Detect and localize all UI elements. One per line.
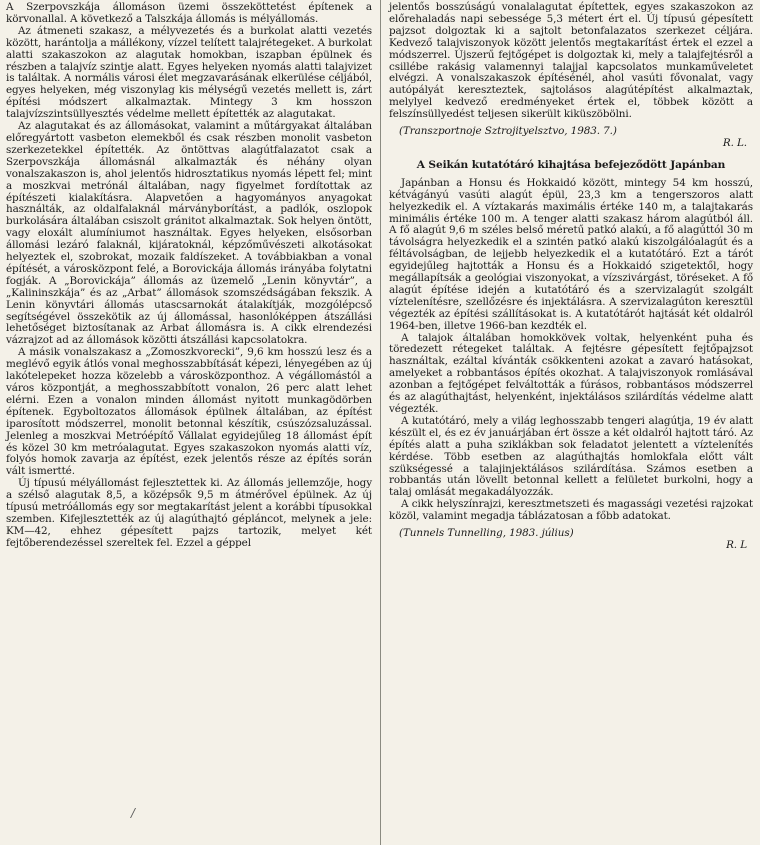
left-column — [6, 2, 372, 550]
article-title: A Seikán kutatótáró kihajtása befejeződött Japánban — [416, 158, 726, 171]
left-paragraph-3: Az alagutakat és az állomásokat, valamint a műtárgyakat általában előregyártott vasbeton elemekből és csak részben monolit vasbeton szerkezetekkel építették. Az öntöttvas alagútfalazatot csak a Szerpovszkája állomásnál alkalmazták és néhány olyan vonalszakaszon is, ahol jelentős hidrosztatikus nyomás lépett fel; mint a moszkvai metrónál általában, nagy figyelmet fordítottak az építészeti kialakításra. Alapvetően a hagyományos anyagokat használták, az oldalfalaknál márványborítást, a padlók, oszlopok burkolására általában csiszolt gránitot alkalmaztak. Sok helyen öntött, vagy eloxált alumíniumot használtak. Egyes helyeken, elsősorban állomási lezáró falaknál, kijáratoknál, képzőművészeti alkotásokat helyeztek el, szobrokat, mozaik faldíszeket. A továbbiakban a vonal építését, a városközpont felé, a Borovickája állomás irányába folytatni fogják. A „Borovickája” állomás az üzemelő „Lenin könyvtár”, a „Kalininszkája” és az „Arbat” állomások szomszédságában fekszik. A Lenin könyvtári állomás utascsarnokát átalakítják, mozgólépcső segítségével összekötik az új állomással, hasonlóképpen átszállási lehetőséget biztosítanak az Arbat állomásra is. A cikk elrendezési vázrajzot ad az állomások közötti átszállási kapcsolatokra. — [6, 120, 372, 347]
left-paragraph-4: A másik vonalszakasz a „Zomoszkvorecki”, 9,6 km hosszú lesz és a meglévő egyik átlós vonal meghosszabbítását képezi, lényegében az új lakótelepeket hozza közelebb a városközponthoz. A végállomástól a város központját, a meghosszabbított vonalon, 26 perc alatt lehet elérni. Ezen a vonalon minden állomást nyitott munkagödörben építenek. Egyboltozatos állomások épülnek általában, az építést iparosított módszerrel, monolit betonnal készítik, csúszózsaluzással. Jelenleg a moszkvai Metróépítő Vállalat egyidejűleg 18 állomást épít és közel 30 km metróalagutat. Egyes szakaszokon nyomás alatti víz, folyós homok zavarja az építést, ezek jelentős része az építés során vált ismertté. — [6, 346, 372, 478]
citation-1: (Transzportnoje Sztrojityelsztvo, 1983. 7.) — [399, 125, 617, 138]
signature-2: R. L — [726, 538, 747, 551]
right-paragraph-5: A cikk helyszínrajzi, keresztmetszeti és magassági vezetési rajzokat közöl, valamint megadja táblázatosan a főbb adatokat. — [389, 498, 753, 523]
right-paragraph-1: jelentős bosszúságú vonalalagutat építettek, egyes szakaszokon az előrehaladás napi sebessége 5,3 métert ért el. Új típusú gépesített pajzsot dolgoztak ki a sajtolt betonfalazatos szerkezet céljára. Kedvező talajviszonyok között jelentős megtakarítást értek el ezzel a módszerrel. Újszerű fejtőgépet is dolgoztak ki, mely a talajfejtésről a csillébe rakásig valamennyi talajjal kapcsolatos munkaműveletet elvégzi. A vonalszakaszok építésénél, ahol vasúti fővonalat, vagy autópályát kereszteztek, sajtolásos alagútépítést alkalmaztak, melylyel kedvező eredményeket értek el, többek között a felszínsüllyedést teljesen sikerült kiküszöbölni. — [389, 1, 753, 121]
left-paragraph-1: A Szerpovszkája állomáson üzemi összeköttetést építenek a körvonallal. A következő a Talszkája állomás is mélyállomás. — [6, 1, 372, 25]
stray-mark: / — [131, 806, 136, 820]
right-paragraph-4: A kutatótáró, mely a világ leghosszabb tengeri alagútja, 19 év alatt készült el, és ez év januárjában ért össze a két oldalról hajtott táró. Az építés alatt a puha sziklákban sok feladatot jelentett a víztelenítés kérdése. Több esetben az alagúthajtás homlokfala előtt vált szükségessé a talajinjektálásos szilárdítása. Számos esetben a robbantás után lövellt betonnal kellett a felületet burkolni, hogy a talaj omlását megakadályozzák. — [389, 414, 753, 499]
citation-2: (Tunnels Tunnelling, 1983. július) — [399, 527, 574, 540]
right-paragraph-3: A talajok általában homokkövek voltak, helyenként puha és töredezett rétegeket találtak. A fejtésre gépesített fejtőpajzsot használtak, ezáltal kívánták csökkenteni azokat a zavaró hatásokat, amelyeket a robbantásos építés okozhat. A talajviszonyok romlásával azonban a fejtőgépet felváltották a fúrásos, robbantásos módszerrel és az alagúthajtást, helyenként, injektálásos szilárdítás védelme alatt végezték. — [389, 331, 753, 415]
signature-1: R. L. — [722, 136, 747, 149]
column-divider — [380, 0, 381, 845]
left-paragraph-5: Új típusú mélyállomást fejlesztettek ki. Az állomás jellemzője, hogy a szélső alagutak 8,5, a középsők 9,5 m átmérővel épülnek. Az új típusú metróállomás egy sor megtakarítást jelent a korábbi típusokkal szemben. Kifejlesztették az új alagúthajtó gépláncot, melynek a jele: KM—42, ehhez gépesített pajzs tartozik, melyet két fejtőberendezéssel szereltek fel. Ezzel a géppel — [6, 477, 372, 549]
right-column — [389, 2, 753, 552]
left-paragraph-2: Az átmeneti szakasz, a mélyvezetés és a burkolat alatti vezetés között, harántolja a mállékony, vízzel telített talajrétegeket. A burkolat alatti szakaszokon az alagutak homokban, iszapban épülnek és részben a talajvíz szintje alatt. Egyes helyeken nyomás alatti talajvizet is találtak. A normális városi élet megzavarásának elkerülése céljából, egyes helyeken, még viszonylag kis mélységű vezetés mellett is, zárt építési módszert alkalmaztak. Mintegy 3 km hosszon talajvízszintsüllyesztés védelme mellett építették az alagutakat. — [6, 24, 372, 121]
right-paragraph-2: Japánban a Honsu és Hokkaidó között, mintegy 54 km hosszú, kétvágányú vasúti alagút épül, 23,3 km a tengerszoros alatt helyezkedik el. A víztakarás maximális értéke 140 m, a talajtakarás minimális értéke 100 m. A tenger alatti szakasz három alagútból áll. A fő alagút 9,6 m széles belső méretű patkó alakú, a fő alagúttól 30 m távolságra helyezkedik el a szintén patkó alakú kiszolgálóalagút és a féltávolságban, de lejjebb helyezkedik el a kutatótáró. Ezt a tárót egyidejűleg hajtották a Honsu és a Hokkaidó szigetektől, hogy megállapítsák a geológiai viszonyokat, a vízszivárgást, töréseket. A fő alagút építése idején a kutatótáró és a szervizalagút szolgált víztelenítésre, szellőzésre és injektálásra. A szervizalagúton keresztül végezték az építési szállításokat is. A kutatótárót hajtását két oldalról 1964-ben, illetve 1966-ban kezdték el. — [389, 176, 753, 332]
